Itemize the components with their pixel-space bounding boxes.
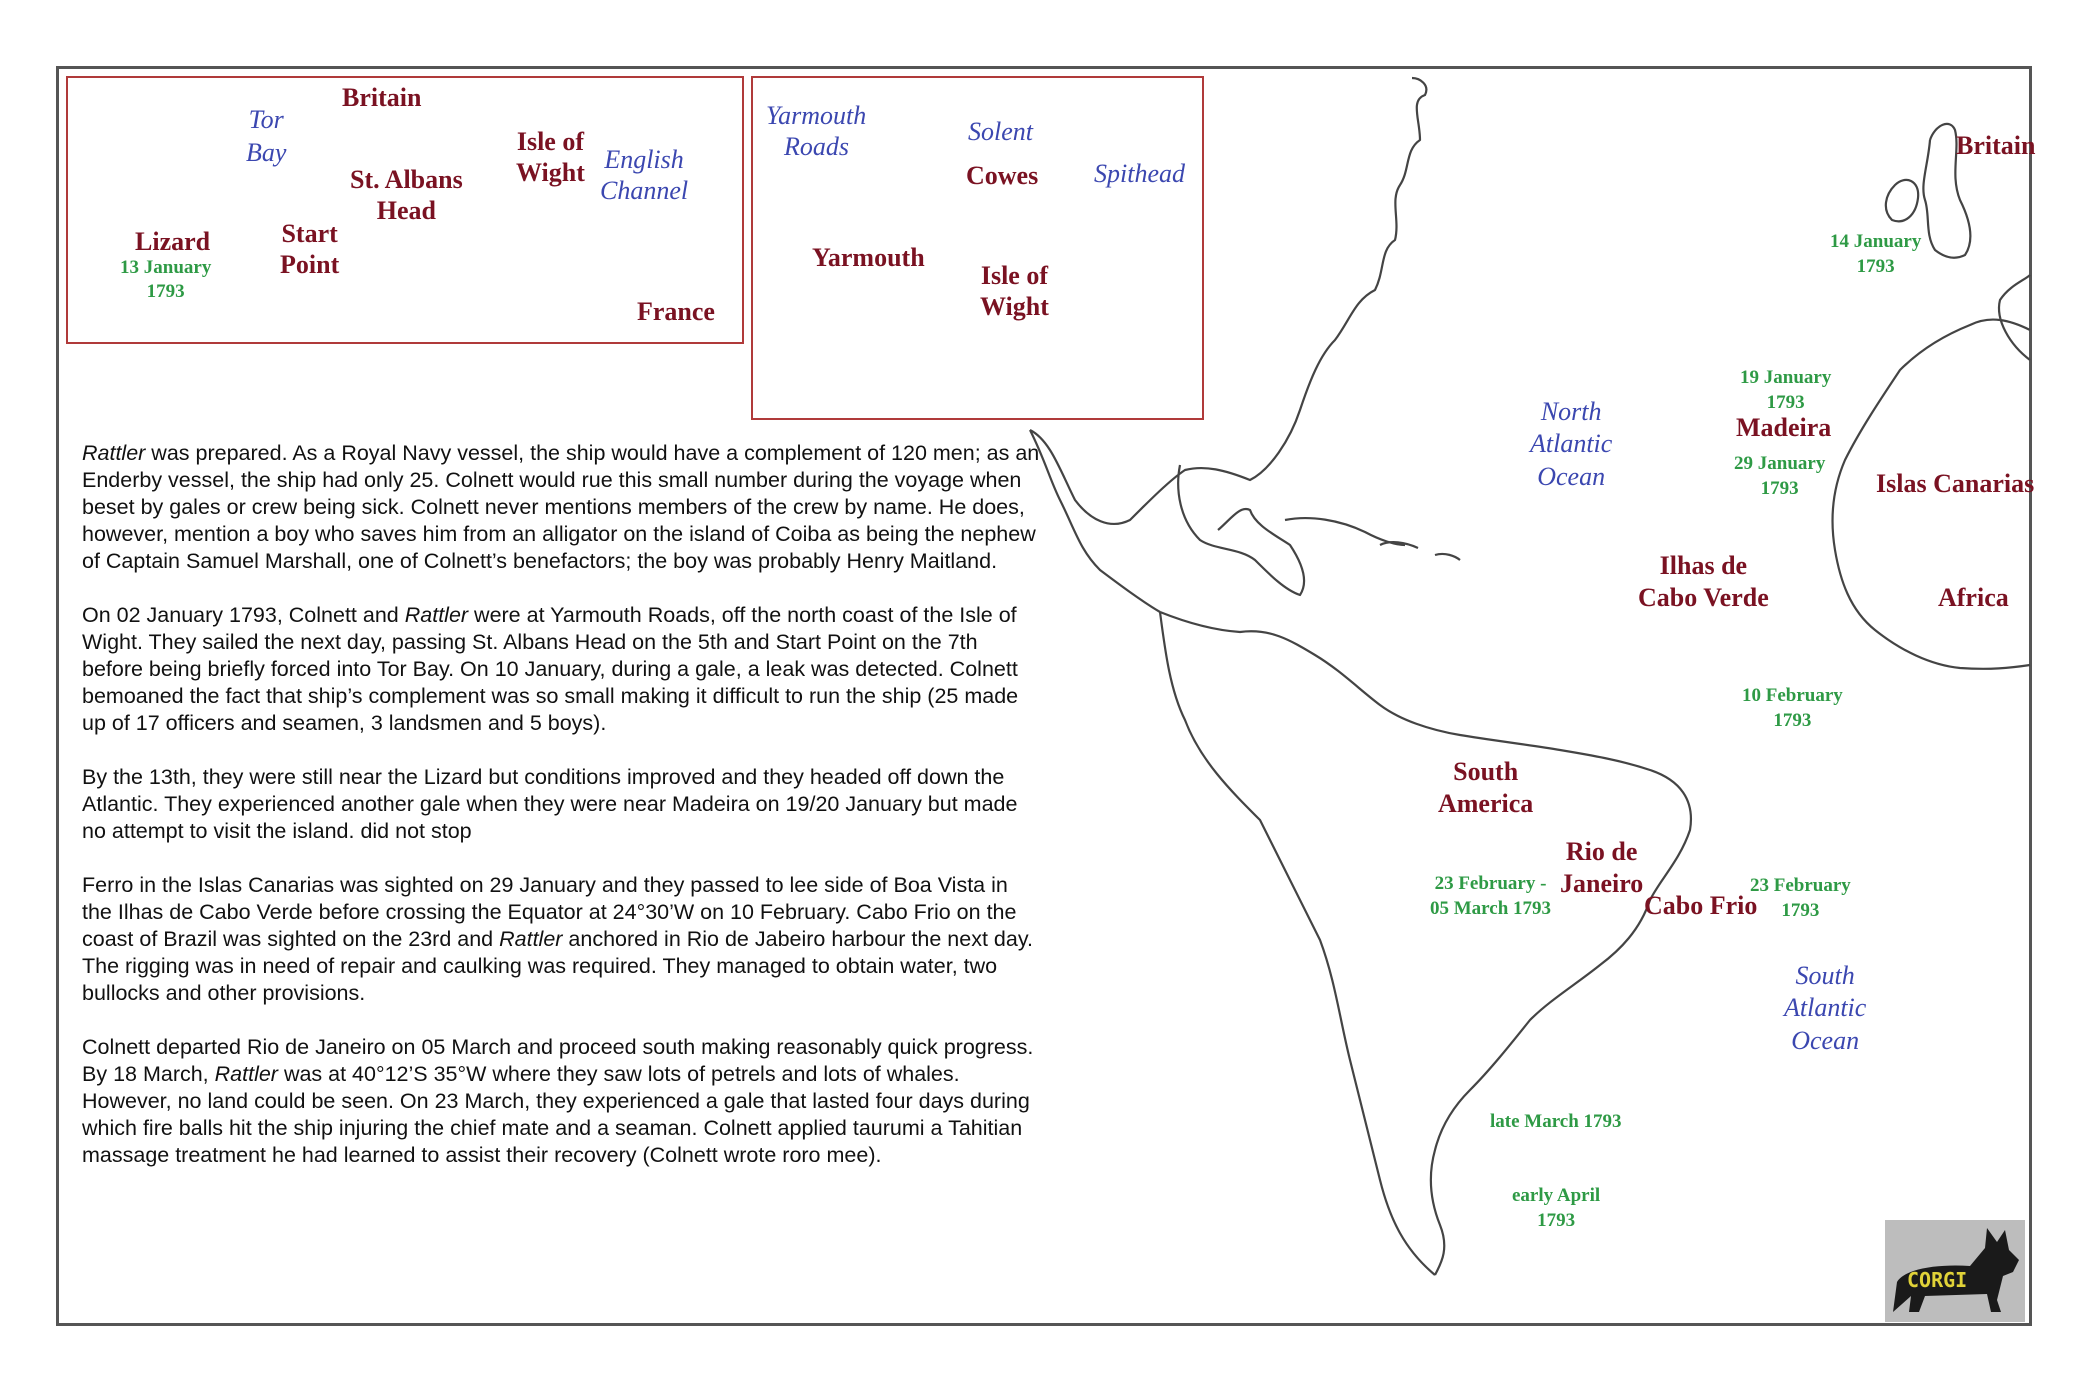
label-yarmouth-roads: Yarmouth Roads — [766, 101, 867, 162]
label-south-america: South America — [1438, 757, 1534, 819]
date-19-january: 19 January 1793 — [1740, 367, 1832, 413]
date-23-february: 23 February 1793 — [1750, 875, 1851, 921]
date-early-april: early April 1793 — [1512, 1185, 1601, 1231]
date-14-january: 14 January 1793 — [1830, 231, 1922, 277]
narrative-segment: On 02 January 1793, Colnett and — [82, 603, 405, 627]
narrative-text — [82, 440, 1042, 1196]
date-13-january: 13 January 1793 — [120, 257, 212, 302]
date-late-march: late March 1793 — [1490, 1111, 1622, 1132]
ship-name: Rattler — [499, 927, 563, 951]
ship-name: Rattler — [404, 603, 469, 627]
narrative-segment: were at Yarmouth Roads, off the north coast of the Isle of Wight. They sailed the next day, passing St. Albans Head on the 5th and Start Point on the 7th before being briefly forced into Tor Bay. On 10 January, during a gale, a leak was detected. Colnett bemoaned the fact that ship’s complement was so small making it difficult to run the ship (25 made up of 17 officers and seamen, 3 landsmen and 5 boys). — [82, 603, 1019, 735]
narrative-paragraph — [82, 602, 1042, 737]
label-lizard: Lizard — [135, 227, 211, 256]
date-10-february: 10 February 1793 — [1742, 685, 1843, 731]
label-rio-de-janeiro: Rio de Janeiro — [1560, 837, 1644, 899]
label-africa: Africa — [1938, 583, 2009, 612]
label-isle-of-wight-detail: Isle of Wight — [980, 261, 1049, 322]
label-isle-of-wight-inset: Isle of Wight — [516, 127, 585, 188]
narrative-segment: anchored in Rio de Jabeiro harbour the next day. The rigging was in need of repair and caulking was required. They managed to obtain water, two bullocks and other provisions. — [82, 927, 1033, 1005]
date-23-february-05-march: 23 February - 05 March 1793 — [1430, 873, 1552, 919]
label-south-atlantic: South Atlantic Ocean — [1784, 961, 1867, 1055]
ship-name: Rattler — [214, 1062, 278, 1086]
ship-name: Rattler — [82, 441, 146, 465]
label-france: France — [637, 297, 715, 326]
label-yarmouth: Yarmouth — [812, 243, 925, 272]
narrative-paragraph — [82, 764, 1042, 845]
narrative-segment: By the 13th, they were still near the Lizard but conditions improved and they headed off down the Atlantic. They experienced another gale when they were near Madeira on 19/20 January but made no attempt to visit the island. did not stop — [82, 765, 1018, 843]
narrative-paragraph — [82, 1034, 1042, 1169]
label-cabo-verde: Ilhas de Cabo Verde — [1638, 551, 1769, 613]
label-north-atlantic: North Atlantic Ocean — [1530, 397, 1613, 491]
label-english-channel: English Channel — [600, 145, 689, 206]
label-cabo-frio: Cabo Frio — [1644, 891, 1758, 920]
corgi-logo-text: CORGI — [1907, 1268, 1968, 1292]
date-29-january: 29 January 1793 — [1734, 453, 1826, 499]
label-britain-inset: Britain — [342, 83, 422, 112]
narrative-paragraph — [82, 872, 1042, 1007]
label-cowes: Cowes — [966, 161, 1039, 190]
label-spithead: Spithead — [1094, 159, 1185, 188]
narrative-segment: Colnett departed Rio de Janeiro on 05 March and proceed south making reasonably quick progress. By 18 March, — [82, 1035, 1034, 1086]
label-britain-main: Britain — [1956, 131, 2036, 160]
corgi-logo — [1885, 1220, 2025, 1322]
label-st-albans-head: St. Albans Head — [350, 165, 463, 226]
narrative-paragraph — [82, 440, 1042, 575]
label-islas-canarias: Islas Canarias — [1876, 469, 2035, 498]
label-madeira: Madeira — [1736, 413, 1832, 442]
label-start-point: Start Point — [280, 219, 340, 280]
narrative-segment: was prepared. As a Royal Navy vessel, the ship would have a complement of 120 men; as an Enderby vessel, the ship had only 25. Colnett would rue this small number during the voyage when beset by gales or crew being sick. Colnett never mentions members of the crew by name. He does, however, mention a boy who saves him from an alligator on the island of Coiba as being the nephew of Captain Samuel Marshall, one of Colnett’s benefactors; the boy was probably Henry Maitland. — [82, 441, 1040, 573]
label-solent: Solent — [968, 117, 1033, 146]
narrative-segment: Ferro in the Islas Canarias was sighted on 29 January and they passed to lee side of Boa Vista in the Ilhas de Cabo Verde before crossing the Equator at 24°30’W on 10 February. Cabo Frio on the coast of Brazil was sighted on the 23rd and — [82, 873, 1017, 951]
label-tor-bay: Tor Bay — [246, 105, 287, 168]
narrative-segment: was at 40°12’S 35°W where they saw lots of petrels and lots of whales. However, no land could be seen. On 23 March, they experienced a gale that lasted four days during which fire balls hit the ship injuring the chief mate and a seaman. Colnett applied taurumi a Tahitian massage treatment he had learned to assist their recovery (Colnett wrote roro mee). — [82, 1062, 1030, 1167]
